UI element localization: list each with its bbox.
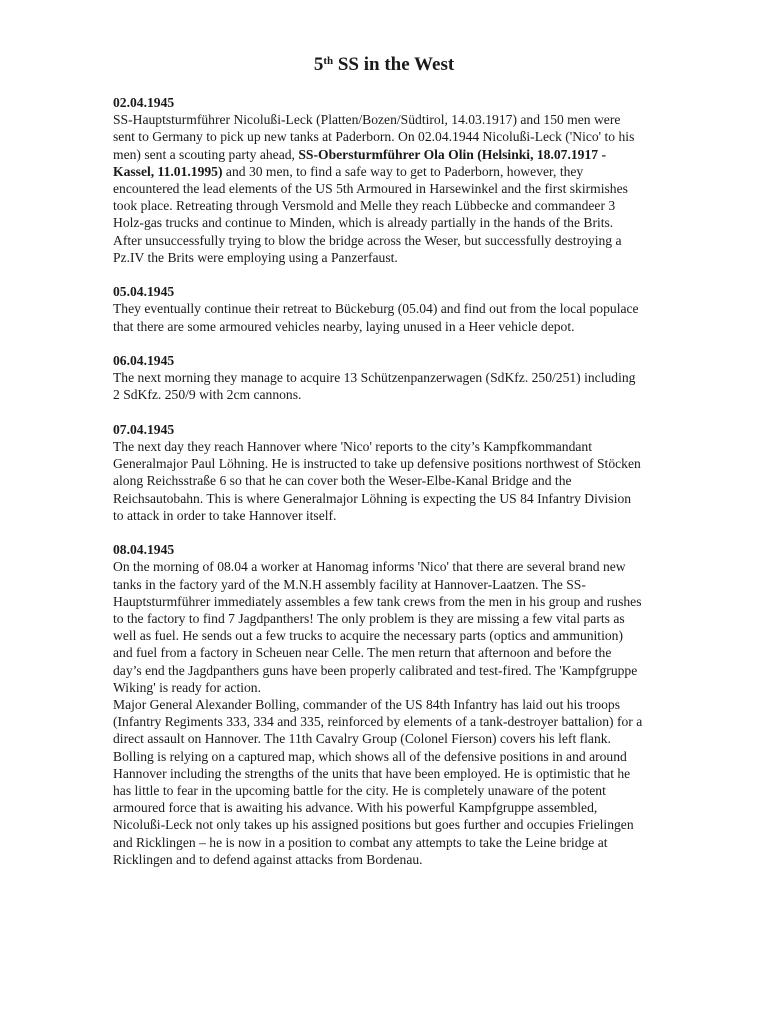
title-text: SS in the West bbox=[333, 54, 455, 75]
entry-paragraph: The next morning they manage to acquire 13 Schützenpanzerwagen (SdKfz. 250/251) including 2 SdKfz. 250/9 with 2cm cannons. bbox=[113, 370, 636, 403]
entry-paragraph: Major General Alexander Bolling, commander of the US 84th Infantry has laid out his troops (Infantry Regiments 333, 334 and 335, reinforced by elements of a tank-destroyer battalion) for a direct assault on Hannover. The 11th Cavalry Group (Colonel Fierson) covers his left flank. Bolling is relying on a captured map, which shows all of the defensive positions in and around Hannover including the strengths of the units that have been employed. He is optimistic that he has little to fear in the upcoming battle for the city. He is completely unaware of the potent armoured force that is awaiting his advance. With his powerful Kampfgruppe assembled, Nicolußi-Leck not only takes up his assigned positions but goes further and occupies Frielingen and Ricklingen – he is now in a position to combat any attempts to take the Leine bridge at Ricklingen and to defend against attacks from Bordenau. bbox=[113, 697, 643, 867]
entry-date: 05.04.1945 bbox=[113, 284, 175, 300]
entry-paragraph: The next day they reach Hannover where 'Nico' reports to the city’s Kampfkommandant Generalmajor Paul Löhning. He is instructed to take up defensive positions northwest of Stöcken along Reichsstraße 6 so that he can cover both the Weser-Elbe-Kanal Bridge and the Reichsautobahn. This is where Generalmajor Löhning is expecting the US 84 Infantry Division to attack in order to take Hannover itself. bbox=[113, 439, 641, 523]
entry-date: 02.04.1945 bbox=[113, 95, 175, 110]
entry-02-04-1945 bbox=[113, 94, 643, 266]
entry-05-04-1945 bbox=[113, 283, 643, 335]
entry-paragraph: They eventually continue their retreat to Bückeburg (05.04) and find out from the local populace that there are some armoured vehicles nearby, laying unused in a Heer vehicle depot. bbox=[113, 301, 639, 334]
title-ordinal-suffix: th bbox=[323, 55, 334, 67]
entry-07-04-1945 bbox=[113, 421, 643, 524]
title-number: 5 bbox=[313, 54, 324, 75]
paragraph-text: and 30 men, to find a safe way to get to Paderborn, however, they encountered the lead elements of the US 5th Armoured in Harsewinkel and the first skirmishes took place. Retreating through Versmold and Melle they reach Lübbecke and commandeer 3 Holz-gas trucks and continue to Minden, which is already partially in the hands of the Brits. After unsuccessfully trying to blow the bridge across the Weser, but successfully destroying a Pz.IV the Brits were employing using a Panzerfaust. bbox=[113, 163, 628, 265]
bold-officer-name: SS-Obersturmführer Ola Olin (Helsinki, 18.07.1917 - Kassel, 11.01.1995) bbox=[113, 146, 606, 179]
document-body bbox=[113, 94, 643, 885]
entry-paragraph bbox=[113, 111, 643, 266]
entry-date: 07.04.1945 bbox=[113, 421, 175, 437]
entry-date: 06.04.1945 bbox=[113, 353, 175, 369]
entry-08-04-1945 bbox=[113, 541, 643, 868]
entry-date: 08.04.1945 bbox=[113, 542, 175, 558]
entry-paragraph: On the morning of 08.04 a worker at Hanomag informs 'Nico' that there are several brand new tanks in the factory yard of the M.N.H assembly facility at Hannover-Laatzen. The SS-Hauptsturmführer immediately assembles a few tank crews from the men in his group and rushes to the factory to find 7 Jagdpanthers! The only problem is they are missing a few vital parts as well as fuel. He sends out a few trucks to acquire the necessary parts (optics and ammunition) and fuel from a factory in Scheuen near Celle. The men return that afternoon and before the day’s end the Jagdpanthers guns have been properly calibrated and test-fired. The 'Kampfgruppe Wiking' is ready for action. bbox=[113, 559, 642, 695]
entry-06-04-1945 bbox=[113, 352, 643, 404]
paragraph-text: SS-Hauptsturmführer Nicolußi-Leck (Platten/Bozen/Südtirol, 14.03.1917) and 150 men were sent to Germany to pick up new tanks at Paderborn. On 02.04.1944 Nicolußi-Leck ('Nico' to his men) sent a scouting party ahead, bbox=[113, 112, 635, 162]
document-title bbox=[0, 53, 768, 77]
